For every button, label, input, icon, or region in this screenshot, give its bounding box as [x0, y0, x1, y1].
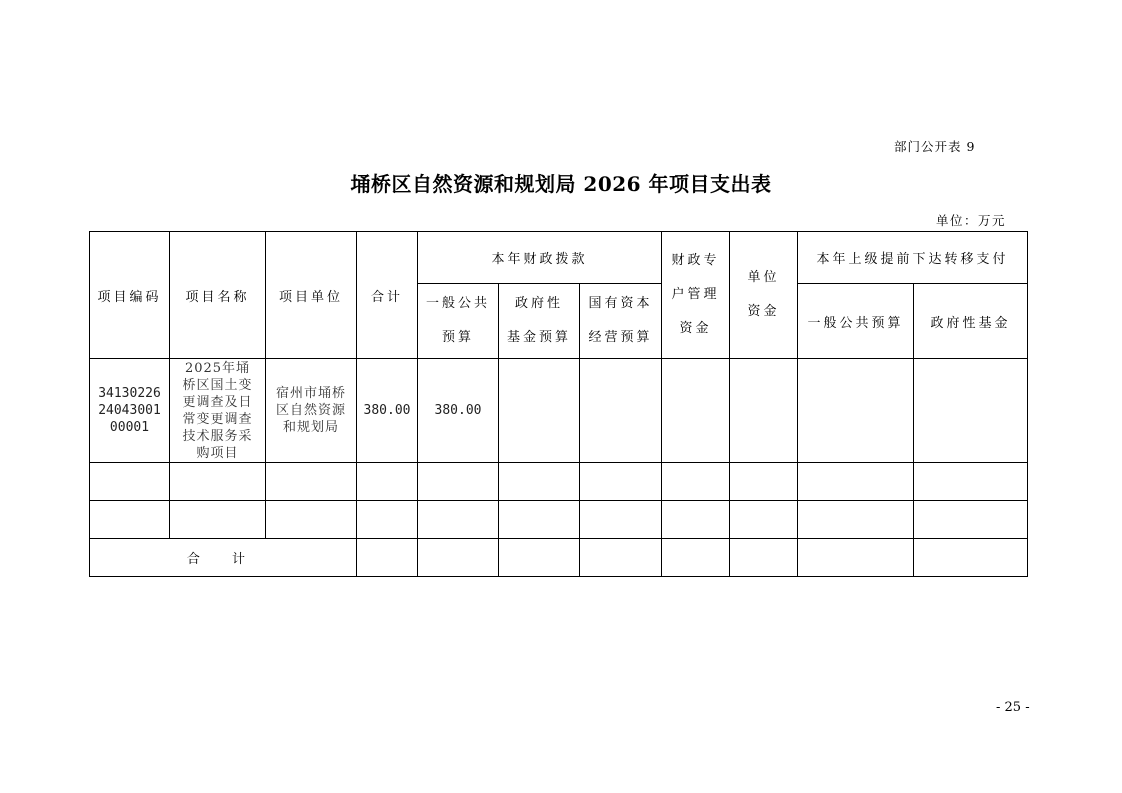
table-number: 部门公开表 9 [894, 139, 976, 154]
col-header-gen-budget: 一般公共 预算 [418, 284, 499, 359]
table-row [90, 501, 1028, 539]
cell-empty [914, 359, 1028, 463]
cell-unit: 宿州市埇桥区自然资源和规划局 [266, 359, 357, 463]
cell-empty [662, 359, 730, 463]
unit-label: 单位：万元 [936, 213, 1007, 228]
col-header-transfer: 本年上级提前下达转移支付 [798, 232, 1028, 284]
cell-empty [730, 359, 798, 463]
cell-name: 2025年埇桥区国土变更调查及日常变更调查技术服务采购项目 [170, 359, 266, 463]
col-header-gov-fund: 政府性 基金预算 [499, 284, 580, 359]
cell-empty [580, 359, 662, 463]
page-title: 埇桥区自然资源和规划局 2026 年项目支出表 [350, 172, 772, 196]
project-expenditure-table [89, 231, 1028, 577]
cell-empty [798, 359, 914, 463]
col-header-transfer-gen: 一般公共预算 [798, 284, 914, 359]
col-header-current-alloc: 本年财政拨款 [418, 232, 662, 284]
cell-code: 341302262404300100001 [90, 359, 170, 463]
table-row [90, 463, 1028, 501]
col-header-state-capital: 国有资本 经营预算 [580, 284, 662, 359]
table-row [90, 359, 1028, 463]
col-header-code: 项目编码 [90, 232, 170, 359]
col-header-unit: 项目单位 [266, 232, 357, 359]
col-header-transfer-gov: 政府性基金 [914, 284, 1028, 359]
col-header-unit-fund: 单位 资金 [730, 232, 798, 359]
page-number: - 25 - [996, 700, 1030, 715]
cell-empty [499, 359, 580, 463]
col-header-special-fund: 财政专 户管理 资金 [662, 232, 730, 359]
col-header-name: 项目名称 [170, 232, 266, 359]
cell-total: 380.00 [357, 359, 418, 463]
cell-gen-budget: 380.00 [418, 359, 499, 463]
total-row [90, 539, 1028, 577]
total-label: 合 计 [90, 539, 357, 577]
col-header-total: 合计 [357, 232, 418, 359]
